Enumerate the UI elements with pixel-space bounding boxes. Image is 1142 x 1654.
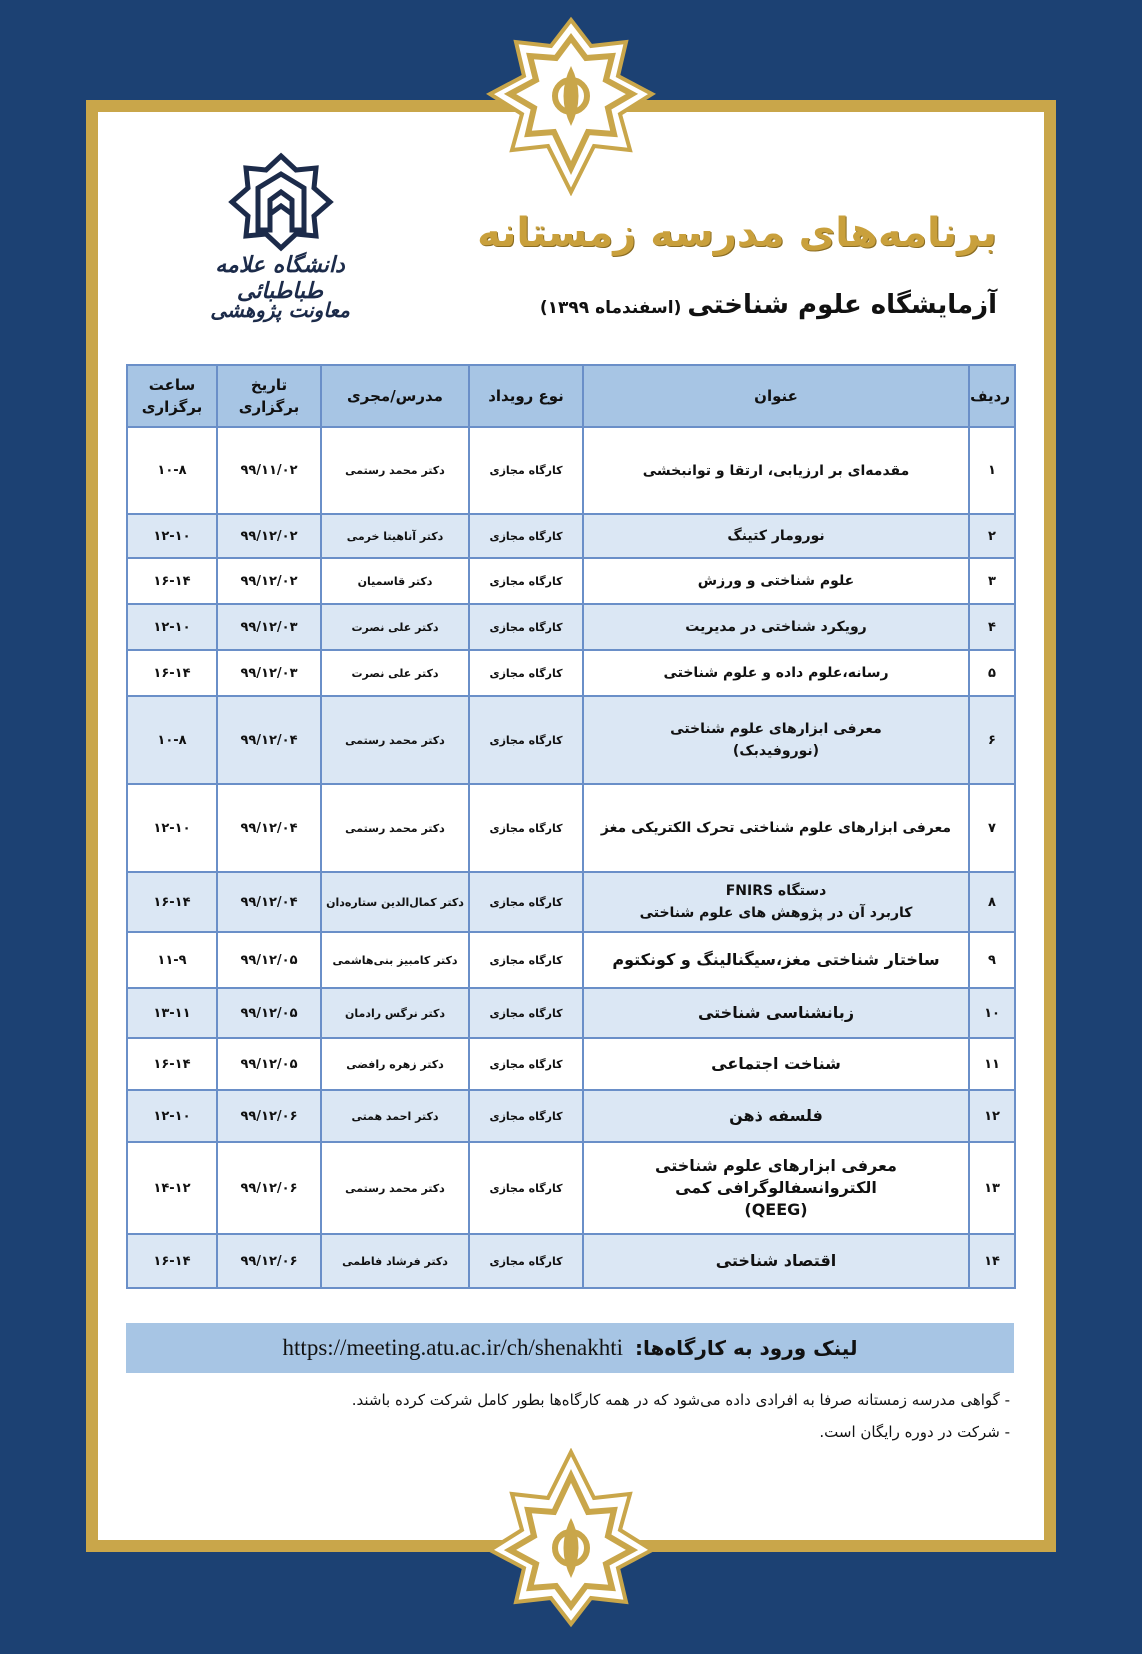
date-cell: ۹۹/۱۲/۰۵ xyxy=(217,932,321,988)
title-cell xyxy=(583,932,969,988)
table-row xyxy=(127,932,1015,988)
header-time xyxy=(127,365,217,427)
date-cell: ۹۹/۱۲/۰۴ xyxy=(217,784,321,872)
time-cell: ۱۶-۱۴ xyxy=(127,650,217,696)
header-time-line2: برگزاری xyxy=(141,398,203,416)
event-type-cell: کارگاه مجازی xyxy=(469,650,583,696)
title-line1: معرفی ابزارهای علوم شناختی الکتروانسفالوگرافی کمی xyxy=(655,1156,897,1197)
row-number-cell: ۱۰ xyxy=(969,988,1015,1038)
table-row xyxy=(127,988,1015,1038)
instructor-cell: دکتر احمد همتی xyxy=(321,1090,469,1142)
event-type-cell: کارگاه مجازی xyxy=(469,932,583,988)
title-line1: نورومار کتینگ xyxy=(727,528,825,544)
event-type-cell: کارگاه مجازی xyxy=(469,1038,583,1090)
title-cell xyxy=(583,1234,969,1288)
title-line1: رویکرد شناختی در مدیریت xyxy=(685,619,867,635)
table-row xyxy=(127,872,1015,932)
instructor-cell: دکتر قاسمیان xyxy=(321,558,469,604)
header-event-type: نوع رویداد xyxy=(469,365,583,427)
event-type-cell: کارگاه مجازی xyxy=(469,784,583,872)
title-cell xyxy=(583,784,969,872)
time-cell: ۱۰-۸ xyxy=(127,427,217,514)
event-type-cell: کارگاه مجازی xyxy=(469,604,583,650)
event-type-cell: کارگاه مجازی xyxy=(469,1142,583,1234)
row-number-cell: ۸ xyxy=(969,872,1015,932)
row-number-cell: ۴ xyxy=(969,604,1015,650)
instructor-cell: دکتر زهره رافضی xyxy=(321,1038,469,1090)
event-type-cell: کارگاه مجازی xyxy=(469,1090,583,1142)
row-number-cell: ۹ xyxy=(969,932,1015,988)
table-row xyxy=(127,696,1015,784)
title-line2: (QEEG) xyxy=(744,1200,808,1219)
instructor-cell: دکتر محمد رستمی xyxy=(321,1142,469,1234)
department-name: معاونت پژوهشی xyxy=(210,298,350,322)
time-cell: ۱۲-۱۰ xyxy=(127,784,217,872)
university-logo-icon xyxy=(228,152,334,252)
title-line2: کاربرد آن در پژوهش های علوم شناختی xyxy=(639,905,913,921)
header-title: عنوان xyxy=(583,365,969,427)
instructor-cell: دکتر علی نصرت xyxy=(321,650,469,696)
time-cell: ۱۲-۱۰ xyxy=(127,1090,217,1142)
date-cell: ۹۹/۱۲/۰۶ xyxy=(217,1090,321,1142)
notes xyxy=(126,1384,1014,1448)
title-line1: مقدمه‌ای بر ارزیابی، ارتقا و توانبخشی xyxy=(642,462,910,479)
university-name: دانشگاه علامه طباطبائی xyxy=(215,252,345,304)
title-line1: رسانه،علوم داده و علوم شناختی xyxy=(663,665,889,681)
table-row xyxy=(127,1090,1015,1142)
table-header-row xyxy=(127,365,1015,427)
note-free: - شرکت در دوره رایگان است. xyxy=(819,1423,1010,1441)
title-cell xyxy=(583,1142,969,1234)
title-line1: زبانشناسی شناختی xyxy=(697,1003,855,1022)
header-row-number: ردیف xyxy=(969,365,1015,427)
date-cell: ۹۹/۱۱/۰۲ xyxy=(217,427,321,514)
title-cell xyxy=(583,427,969,514)
instructor-cell: دکتر نرگس رادمان xyxy=(321,988,469,1038)
row-number-cell: ۱۲ xyxy=(969,1090,1015,1142)
instructor-cell: دکتر علی نصرت xyxy=(321,604,469,650)
link-label: لینک ورود به کارگاه‌ها: xyxy=(635,1336,858,1360)
title-cell xyxy=(583,1038,969,1090)
row-number-cell: ۵ xyxy=(969,650,1015,696)
time-cell: ۱۲-۱۰ xyxy=(127,514,217,558)
page-title: برنامه‌های مدرسه زمستانه xyxy=(477,210,997,256)
table-row xyxy=(127,1038,1015,1090)
time-cell: ۱۲-۱۰ xyxy=(127,604,217,650)
row-number-cell: ۳ xyxy=(969,558,1015,604)
title-cell xyxy=(583,558,969,604)
date-cell: ۹۹/۱۲/۰۶ xyxy=(217,1142,321,1234)
title-cell xyxy=(583,872,969,932)
title-line1: معرفی ابزارهای علوم شناختی تحرک الکتریکی مغز xyxy=(600,820,952,836)
header-instructor: مدرس/مجری xyxy=(321,365,469,427)
title-line1: معرفی ابزارهای علوم شناختی xyxy=(670,721,882,737)
instructor-cell: دکتر کامبیز بنی‌هاشمی xyxy=(321,932,469,988)
page-subtitle xyxy=(437,290,997,320)
title-line1: اقتصاد شناختی xyxy=(715,1251,837,1270)
title-line1: ساختار شناختی مغز،سیگنالینگ و کونکتوم xyxy=(612,950,940,969)
time-cell: ۱۳-۱۱ xyxy=(127,988,217,1038)
title-cell xyxy=(583,1090,969,1142)
row-number-cell: ۱۴ xyxy=(969,1234,1015,1288)
header-date-line2: برگزاری xyxy=(238,398,300,416)
header-time-line1: ساعت xyxy=(148,376,196,394)
note-certificate: - گواهی مدرسه زمستانه صرفا به افرادی داده می‌شود که در همه کارگاه‌ها بطور کامل شرکت کرده باشند. xyxy=(351,1391,1010,1409)
date-cell: ۹۹/۱۲/۰۴ xyxy=(217,872,321,932)
table-row xyxy=(127,427,1015,514)
row-number-cell: ۱۳ xyxy=(969,1142,1015,1234)
title-cell xyxy=(583,514,969,558)
instructor-cell: دکتر محمد رستمی xyxy=(321,427,469,514)
time-cell: ۱۶-۱۴ xyxy=(127,558,217,604)
event-type-cell: کارگاه مجازی xyxy=(469,872,583,932)
title-line1: شناخت اجتماعی xyxy=(711,1054,841,1073)
row-number-cell: ۱۱ xyxy=(969,1038,1015,1090)
row-number-cell: ۷ xyxy=(969,784,1015,872)
instructor-cell: دکتر محمد رستمی xyxy=(321,696,469,784)
event-type-cell: کارگاه مجازی xyxy=(469,427,583,514)
instructor-cell: دکتر محمد رستمی xyxy=(321,784,469,872)
date-cell: ۹۹/۱۲/۰۳ xyxy=(217,604,321,650)
event-type-cell: کارگاه مجازی xyxy=(469,696,583,784)
table-row xyxy=(127,558,1015,604)
title-cell xyxy=(583,650,969,696)
table-row xyxy=(127,604,1015,650)
ornament-top-icon xyxy=(486,16,656,196)
date-cell: ۹۹/۱۲/۰۲ xyxy=(217,558,321,604)
header-date-line1: تاریخ xyxy=(250,376,288,394)
date-cell: ۹۹/۱۲/۰۳ xyxy=(217,650,321,696)
instructor-cell: دکتر آناهیتا خرمی xyxy=(321,514,469,558)
row-number-cell: ۲ xyxy=(969,514,1015,558)
workshop-link[interactable]: https://meeting.atu.ac.ir/ch/shenakhti xyxy=(282,1335,623,1360)
date-cell: ۹۹/۱۲/۰۵ xyxy=(217,1038,321,1090)
title-line1: دستگاه FNIRS xyxy=(725,883,827,899)
event-type-cell: کارگاه مجازی xyxy=(469,988,583,1038)
instructor-cell: دکتر فرشاد فاطمی xyxy=(321,1234,469,1288)
table-row xyxy=(127,1234,1015,1288)
workshop-link-bar xyxy=(126,1323,1014,1373)
date-cell: ۹۹/۱۲/۰۵ xyxy=(217,988,321,1038)
schedule-table xyxy=(126,364,1016,1289)
title-line2: (نوروفیدبک) xyxy=(732,743,820,759)
row-number-cell: ۶ xyxy=(969,696,1015,784)
title-line1: علوم شناختی و ورزش xyxy=(697,573,855,589)
table-row xyxy=(127,1142,1015,1234)
date-cell: ۹۹/۱۲/۰۴ xyxy=(217,696,321,784)
table-row xyxy=(127,784,1015,872)
time-cell: ۱۶-۱۴ xyxy=(127,1234,217,1288)
time-cell: ۱۶-۱۴ xyxy=(127,1038,217,1090)
time-cell: ۱۶-۱۴ xyxy=(127,872,217,932)
event-type-cell: کارگاه مجازی xyxy=(469,558,583,604)
title-line1: فلسفه ذهن xyxy=(729,1106,823,1125)
table-row xyxy=(127,514,1015,558)
row-number-cell: ۱ xyxy=(969,427,1015,514)
event-type-cell: کارگاه مجازی xyxy=(469,1234,583,1288)
date-cell: ۹۹/۱۲/۰۶ xyxy=(217,1234,321,1288)
instructor-cell: دکتر کمال‌الدین ستاره‌دان xyxy=(321,872,469,932)
subtitle-lab: آزمایشگاه علوم شناختی xyxy=(687,290,997,320)
time-cell: ۱۱-۹ xyxy=(127,932,217,988)
title-cell xyxy=(583,988,969,1038)
time-cell: ۱۴-۱۲ xyxy=(127,1142,217,1234)
event-type-cell: کارگاه مجازی xyxy=(469,514,583,558)
header-date xyxy=(217,365,321,427)
time-cell: ۱۰-۸ xyxy=(127,696,217,784)
title-cell xyxy=(583,696,969,784)
table-row xyxy=(127,650,1015,696)
title-cell xyxy=(583,604,969,650)
subtitle-date: (اسفندماه ۱۳۹۹) xyxy=(539,298,682,318)
date-cell: ۹۹/۱۲/۰۲ xyxy=(217,514,321,558)
ornament-bottom-icon xyxy=(486,1448,656,1628)
